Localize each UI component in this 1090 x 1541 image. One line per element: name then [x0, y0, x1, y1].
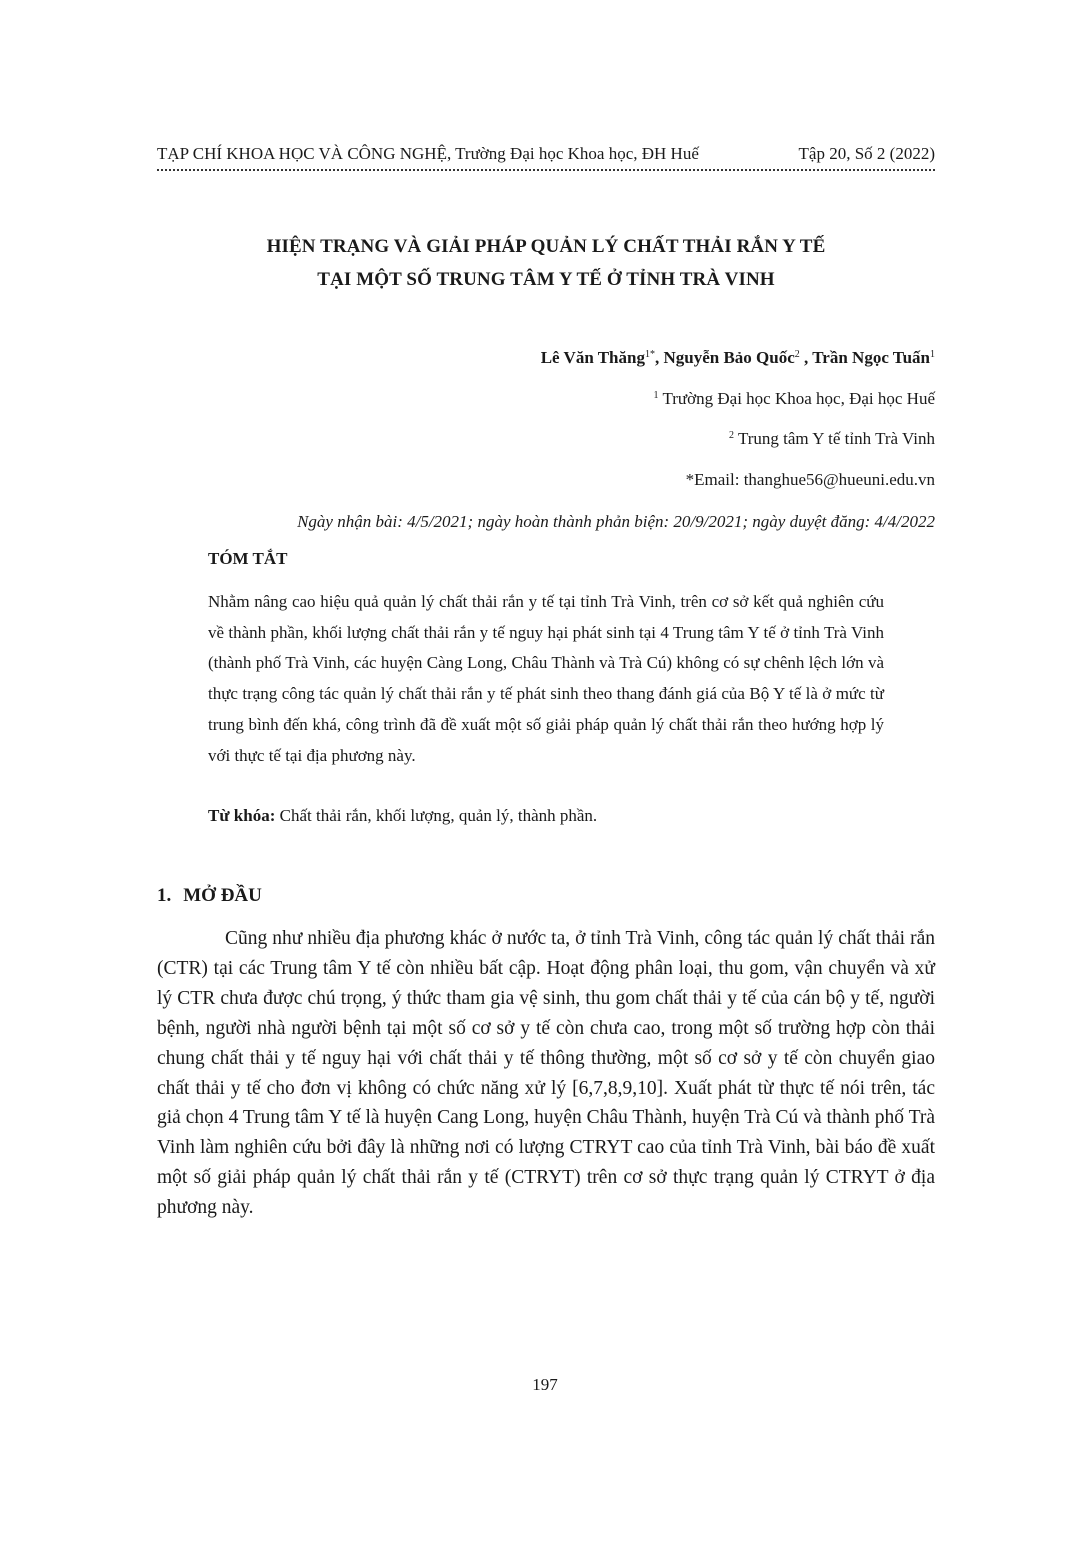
abstract-heading: TÓM TẮT	[208, 549, 288, 568]
affiliation-marker: 1	[653, 390, 659, 401]
running-header	[157, 141, 935, 171]
section-number: 1.	[157, 885, 172, 906]
section-heading	[157, 885, 262, 907]
affiliation-text: Trung tâm Y tế tỉnh Trà Vinh	[734, 429, 935, 448]
corresponding-email: *Email: thanghue56@hueuni.edu.vn	[685, 470, 935, 489]
affiliation-marker: 2	[729, 430, 735, 441]
author-separator: ,	[799, 348, 813, 367]
affiliation-1	[654, 389, 935, 409]
author-list	[541, 348, 935, 368]
journal-name: TẠP CHÍ KHOA HỌC VÀ CÔNG NGHỆ, Trường Đại học Khoa học, ĐH Huế	[157, 144, 699, 163]
submission-dates: Ngày nhận bài: 4/5/2021; ngày hoàn thành phản biện: 20/9/2021; ngày duyệt đăng: 4/4/2022	[297, 512, 935, 531]
author-affil-marker: 2	[794, 349, 800, 360]
author-affil-marker: 1*	[644, 349, 655, 360]
author-name: Trần Ngọc Tuấn	[812, 348, 930, 367]
section-title: MỞ ĐẦU	[183, 885, 262, 906]
keywords-label: Từ khóa:	[208, 806, 276, 825]
author-name: Lê Văn Thăng	[540, 348, 645, 367]
title-line-2: TẠI MỘT SỐ TRUNG TÂM Y TẾ Ở TỈNH TRÀ VINH	[317, 269, 775, 290]
affiliation-2	[729, 429, 935, 449]
author-separator: ,	[654, 348, 664, 367]
title-line-1: HIỆN TRẠNG VÀ GIẢI PHÁP QUẢN LÝ CHẤT THẢI RẮN Y TẾ	[266, 236, 826, 257]
keywords-text: Chất thải rắn, khối lượng, quản lý, thành phần.	[275, 806, 598, 825]
author-affil-marker: 1	[930, 349, 935, 360]
page-number: 197	[532, 1375, 558, 1394]
abstract-body: Nhằm nâng cao hiệu quả quản lý chất thải rắn y tế tại tỉnh Trà Vinh, trên cơ sở kết quả nghiên cứu về thành phần, khối lượng chất thải rắn y tế nguy hại phát sinh tại 4 Trung tâm Y tế ở tỉnh Trà Vinh (thành phố Trà Vinh, các huyện Càng Long, Châu Thành và Trà Cú) không có sự chênh lệch lớn và thực trạng công tác quản lý chất thải rắn y tế phát sinh theo thang đánh giá của Bộ Y tế là ở mức từ trung bình đến khá, công trình đã đề xuất một số giải pháp quản lý chất thải rắn theo hướng hợp lý với thực tế tại địa phương này.	[208, 592, 884, 765]
keywords	[208, 806, 597, 826]
issue-info: Tập 20, Số 2 (2022)	[798, 144, 935, 163]
author-name: Nguyễn Bảo Quốc	[663, 348, 795, 367]
introduction-paragraph: Cũng như nhiều địa phương khác ở nước ta, ở tỉnh Trà Vinh, công tác quản lý chất thải rắn (CTR) tại các Trung tâm Y tế còn nhiều bất cập. Hoạt động phân loại, thu gom, vận chuyển và xử lý CTR chưa được chú trọng, ý thức tham gia vệ sinh, thu gom chất thải y tế của cán bộ y tế, người bệnh, người nhà người bệnh tại một số cơ sở y tế còn chưa cao, trong một số trường hợp còn thải chung chất thải y tế nguy hại với chất thải y tế thông thường, một số cơ sở y tế còn chuyển giao chất thải y tế cho đơn vị không có chức năng xử lý [6,7,8,9,10]. Xuất phát từ thực tế nói trên, tác giả chọn 4 Trung tâm Y tế là huyện Cang Long, huyện Châu Thành, huyện Trà Cú và thành phố Trà Vinh làm nghiên cứu bởi đây là những nơi có lượng CTRYT cao của tỉnh Trà Vinh, bài báo đề xuất một số giải pháp quản lý chất thải rắn y tế (CTRYT) trên cơ sở thực trạng quản lý CTRYT ở địa phương này.	[157, 928, 935, 1219]
affiliation-text: Trường Đại học Khoa học, Đại học Huế	[658, 389, 935, 408]
article-title	[157, 230, 935, 296]
